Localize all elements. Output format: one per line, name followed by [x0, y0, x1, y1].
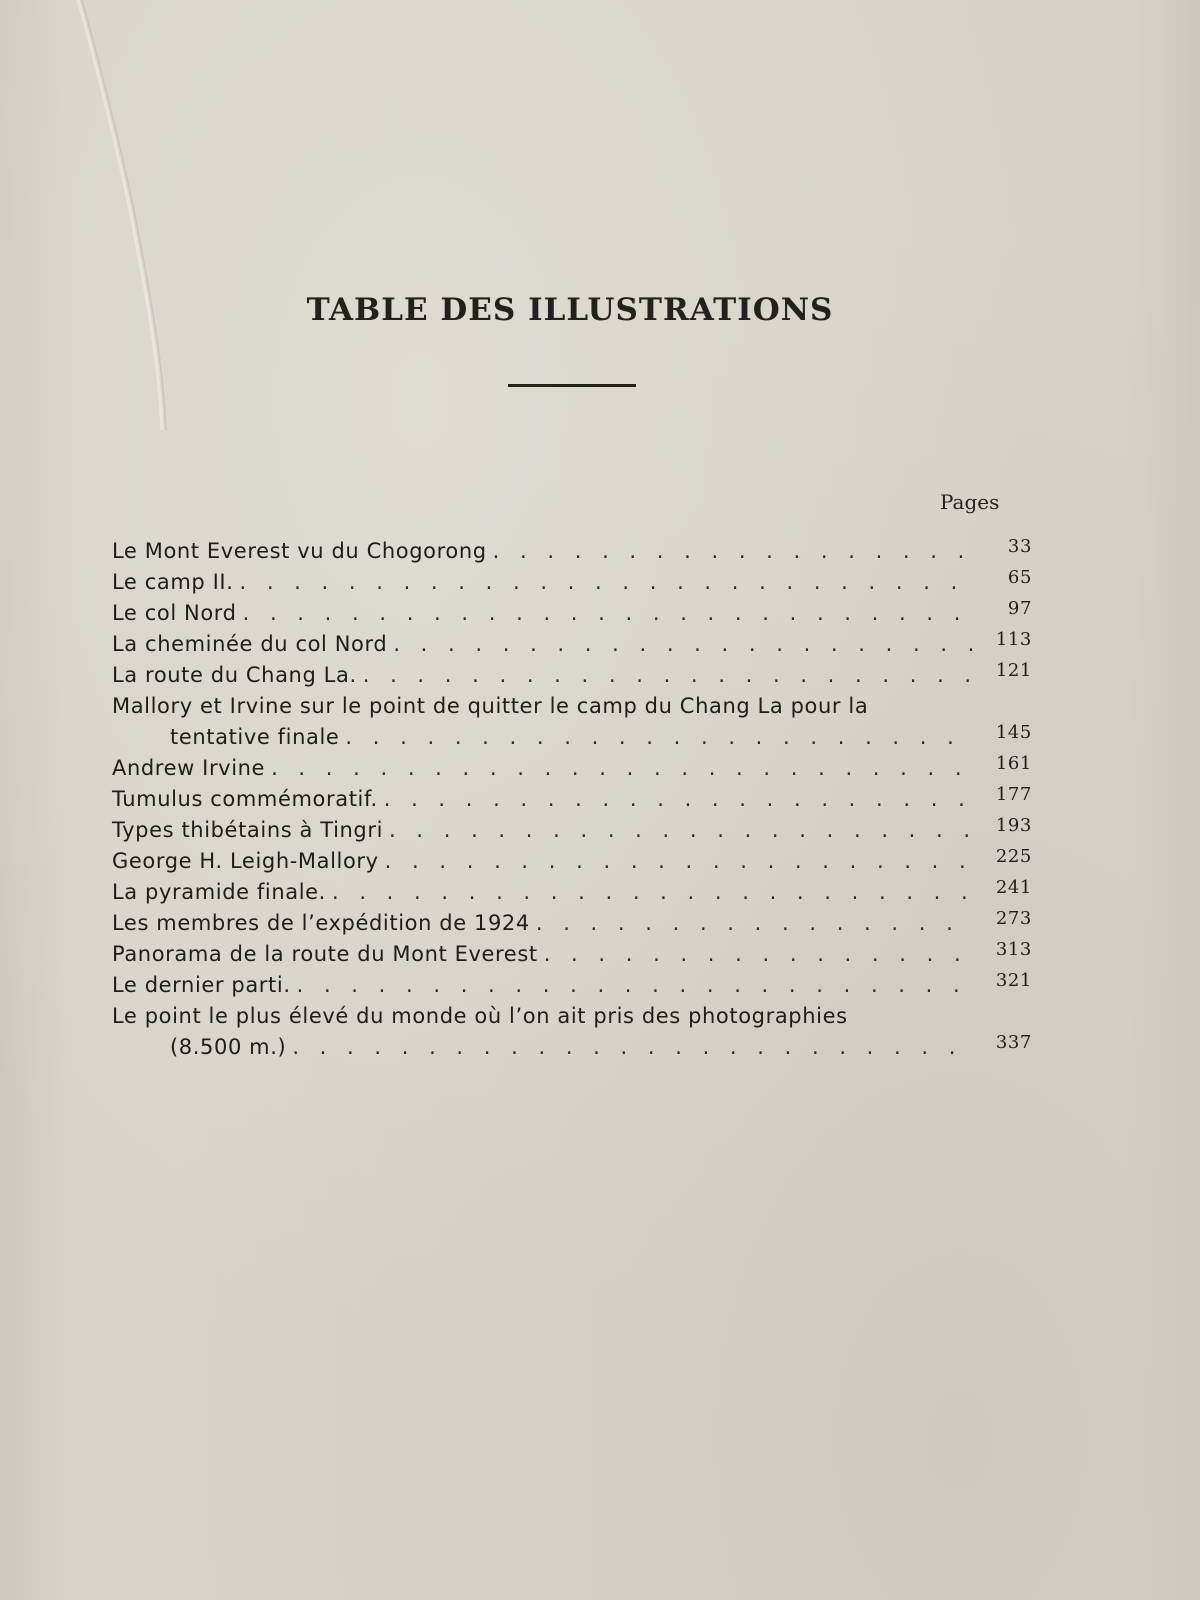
dot-leader	[384, 784, 974, 815]
page-number: 273	[995, 908, 1032, 929]
toc-entry	[112, 939, 1032, 970]
dot-leader	[297, 970, 974, 1001]
toc-entry	[112, 970, 1032, 1001]
toc-entry	[112, 815, 1032, 846]
toc-entry	[112, 877, 1032, 908]
dot-leader	[536, 908, 974, 939]
toc-entry-continuation: (8.500 m.)	[170, 1035, 287, 1059]
toc-entry-title: Panorama de la route du Mont Everest	[112, 942, 538, 966]
page-number: 113	[995, 629, 1032, 650]
page-number: 121	[995, 660, 1032, 681]
toc-entry-title: Andrew Irvine	[112, 756, 266, 780]
dot-leader	[345, 722, 974, 753]
toc-entry	[112, 567, 1032, 598]
toc-entry-title: Le Mont Everest vu du Chogorong	[112, 539, 487, 563]
toc-entry	[112, 629, 1032, 660]
toc-entry-title: Le camp II.	[112, 570, 234, 594]
toc-entry	[112, 753, 1032, 784]
dot-leader	[393, 629, 974, 660]
toc-entry-title: Le col Nord	[112, 601, 237, 625]
dot-leader	[292, 1032, 974, 1063]
toc-entry-continuation: tentative finale	[170, 725, 340, 749]
toc-entry	[112, 536, 1032, 567]
toc-entry-title: Tumulus commémoratif.	[112, 787, 378, 811]
toc-entry	[112, 908, 1032, 939]
page-number: 65	[1007, 567, 1032, 588]
toc-entry-title: George H. Leigh-Mallory	[112, 849, 379, 873]
dot-leader	[271, 753, 974, 784]
toc-entry	[112, 660, 1032, 691]
dot-leader	[389, 815, 974, 846]
page-number: 241	[995, 877, 1032, 898]
toc-entry	[112, 691, 1032, 753]
page-number: 33	[1007, 536, 1032, 557]
dot-leader	[243, 598, 974, 629]
page-number: 177	[995, 784, 1032, 805]
dot-leader	[493, 536, 974, 567]
page-number: 161	[995, 753, 1032, 774]
page-number: 337	[995, 1032, 1032, 1053]
toc-entry	[112, 598, 1032, 629]
page-number: 225	[995, 846, 1032, 867]
toc-entry-title: La route du Chang La.	[112, 663, 357, 687]
toc-entry-title: Types thibétains à Tingri	[112, 818, 384, 842]
page-number: 321	[995, 970, 1032, 991]
page-number: 193	[995, 815, 1032, 836]
toc-entry-title: La pyramide finale.	[112, 880, 326, 904]
dot-leader	[544, 939, 974, 970]
page-number: 145	[995, 722, 1032, 743]
illustrations-list	[112, 536, 1032, 1063]
dot-leader	[239, 567, 974, 598]
toc-entry	[112, 846, 1032, 877]
dot-leader	[385, 846, 974, 877]
toc-entry-title: Le point le plus élevé du monde où l’on ait pris des photographies	[112, 1004, 848, 1028]
page-number: 313	[995, 939, 1032, 960]
page-number: 97	[1007, 598, 1032, 619]
toc-entry-title: Les membres de l’expédition de 1924	[112, 911, 530, 935]
toc-entry	[112, 784, 1032, 815]
toc-entry-title: La cheminée du col Nord	[112, 632, 388, 656]
page-title: TABLE DES ILLUSTRATIONS	[306, 292, 834, 328]
dot-leader	[332, 877, 974, 908]
toc-entry-title: Mallory et Irvine sur le point de quitter le camp du Chang La pour la	[112, 694, 869, 718]
title-divider	[508, 384, 636, 387]
dot-leader	[363, 660, 974, 691]
toc-entry-title: Le dernier parti.	[112, 973, 291, 997]
pages-column-header: Pages	[940, 490, 1000, 514]
toc-entry	[112, 1001, 1032, 1063]
